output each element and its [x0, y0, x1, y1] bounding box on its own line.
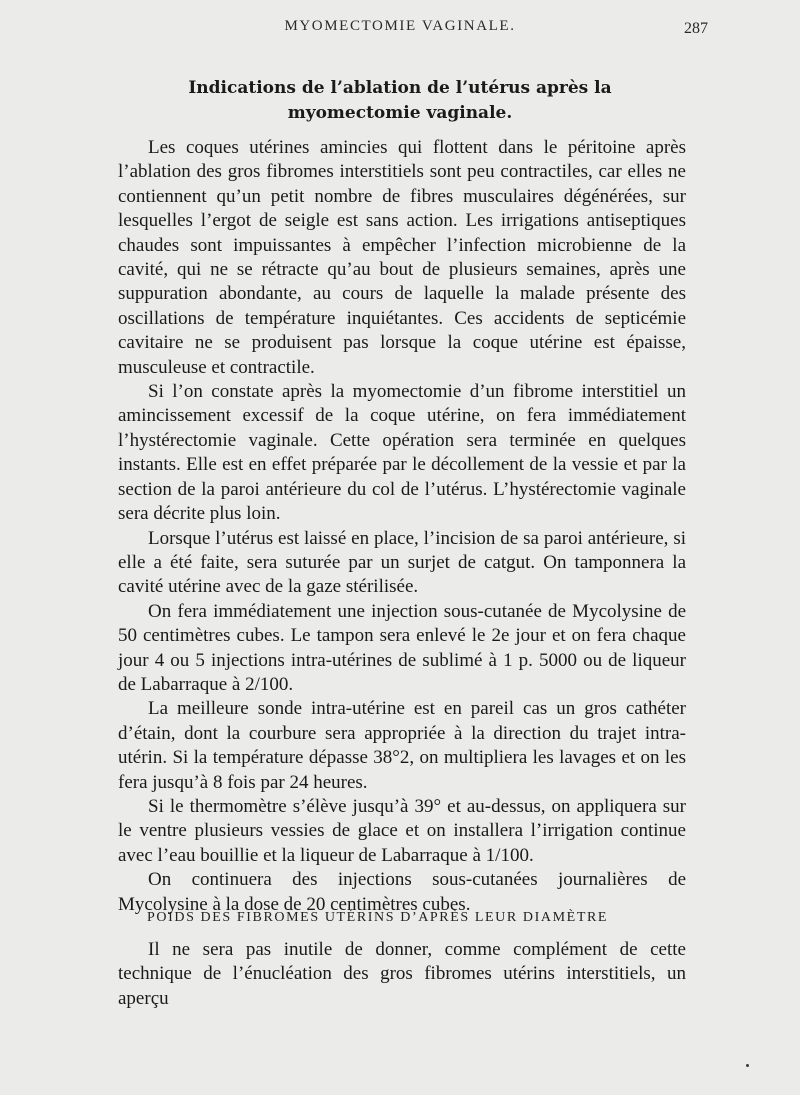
page-number: 287: [684, 20, 708, 37]
body-text: [118, 136, 686, 917]
paragraph-2: Si l’on constate après la myomectomie d’un fibrome interstitiel un amincissement excessif de la coque utérine, on fera immédiatement l’hystérectomie vaginale. Cette opération sera terminée en quelques instants. Elle est en effet préparée par le décollement de la vessie et par la section de la paroi antérieure du col de l’utérus. L’hystérectomie vaginale sera décrite plus loin.: [118, 381, 686, 525]
paragraph-4: On fera immédiatement une injection sous-cutanée de Mycolysine de 50 centimètres cubes. Le tampon sera enlevé le 2e jour et on fera chaque jour 4 ou 5 injections intra-utérines de sublimé à 1 p. 5000 ou de liqueur de Labarraque à 2/100.: [118, 600, 686, 695]
paragraph-7: On continuera des injections sous-cutanées journalières de Mycolysine à la dose de 20 centimètres cubes.: [118, 869, 686, 915]
paragraph-3: Lorsque l’utérus est laissé en place, l’incision de sa paroi antérieure, si elle a été faite, sera suturée par un surjet de catgut. On tamponnera la cavité utérine avec de la gaze stérilisée.: [118, 527, 686, 598]
ink-speck: [746, 1064, 749, 1067]
subsection-body: [118, 938, 686, 1011]
paragraph-1: Les coques utérines amincies qui flottent dans le péritoine après l’ablation des gros fibromes interstitiels sont peu contractiles, car elles ne contiennent qu’un petit nombre de fibres musculaires dégénérées, sur lesquelles l’ergot de seigle est sans action. Les irrigations antiseptiques chaudes sont impuissantes à empêcher l’infection microbienne de la cavité, qui ne se rétracte qu’au bout de plusieurs semaines, après une suppuration abondante, au cours de laquelle la malade présente des oscillations de température inquiétantes. Ces accidents de septicémie cavitaire ne se produisent pas lorsque la coque utérine est épaisse, musculeuse et contractile.: [118, 137, 686, 378]
running-head: MYOMECTOMIE VAGINALE.: [284, 18, 516, 34]
section-title: Indications de l’ablation de l’utérus après la myomectomie vaginale.: [188, 78, 612, 123]
paragraph-5: La meilleure sonde intra-utérine est en pareil cas un gros cathéter d’étain, dont la courbure sera appropriée à la direction du trajet intra-utérin. Si la température dépasse 38°2, on multipliera les lavages et on les fera jusqu’à 8 fois par 24 heures.: [118, 698, 686, 793]
subsection-heading: POIDS DES FIBROMES UTÉRINS D’APRÈS LEUR DIAMÈTRE: [147, 910, 609, 925]
paragraph-6: Si le thermomètre s’élève jusqu’à 39° et au-dessus, on appliquera sur le ventre plusieurs vessies de glace et on installera l’irrigation continue avec l’eau bouillie et la liqueur de Labarraque à 1/100.: [118, 795, 686, 866]
subsection-paragraph: Il ne sera pas inutile de donner, comme complément de cette technique de l’énucléation des gros fibromes utérins interstitiels, un aperçu: [118, 939, 686, 1009]
